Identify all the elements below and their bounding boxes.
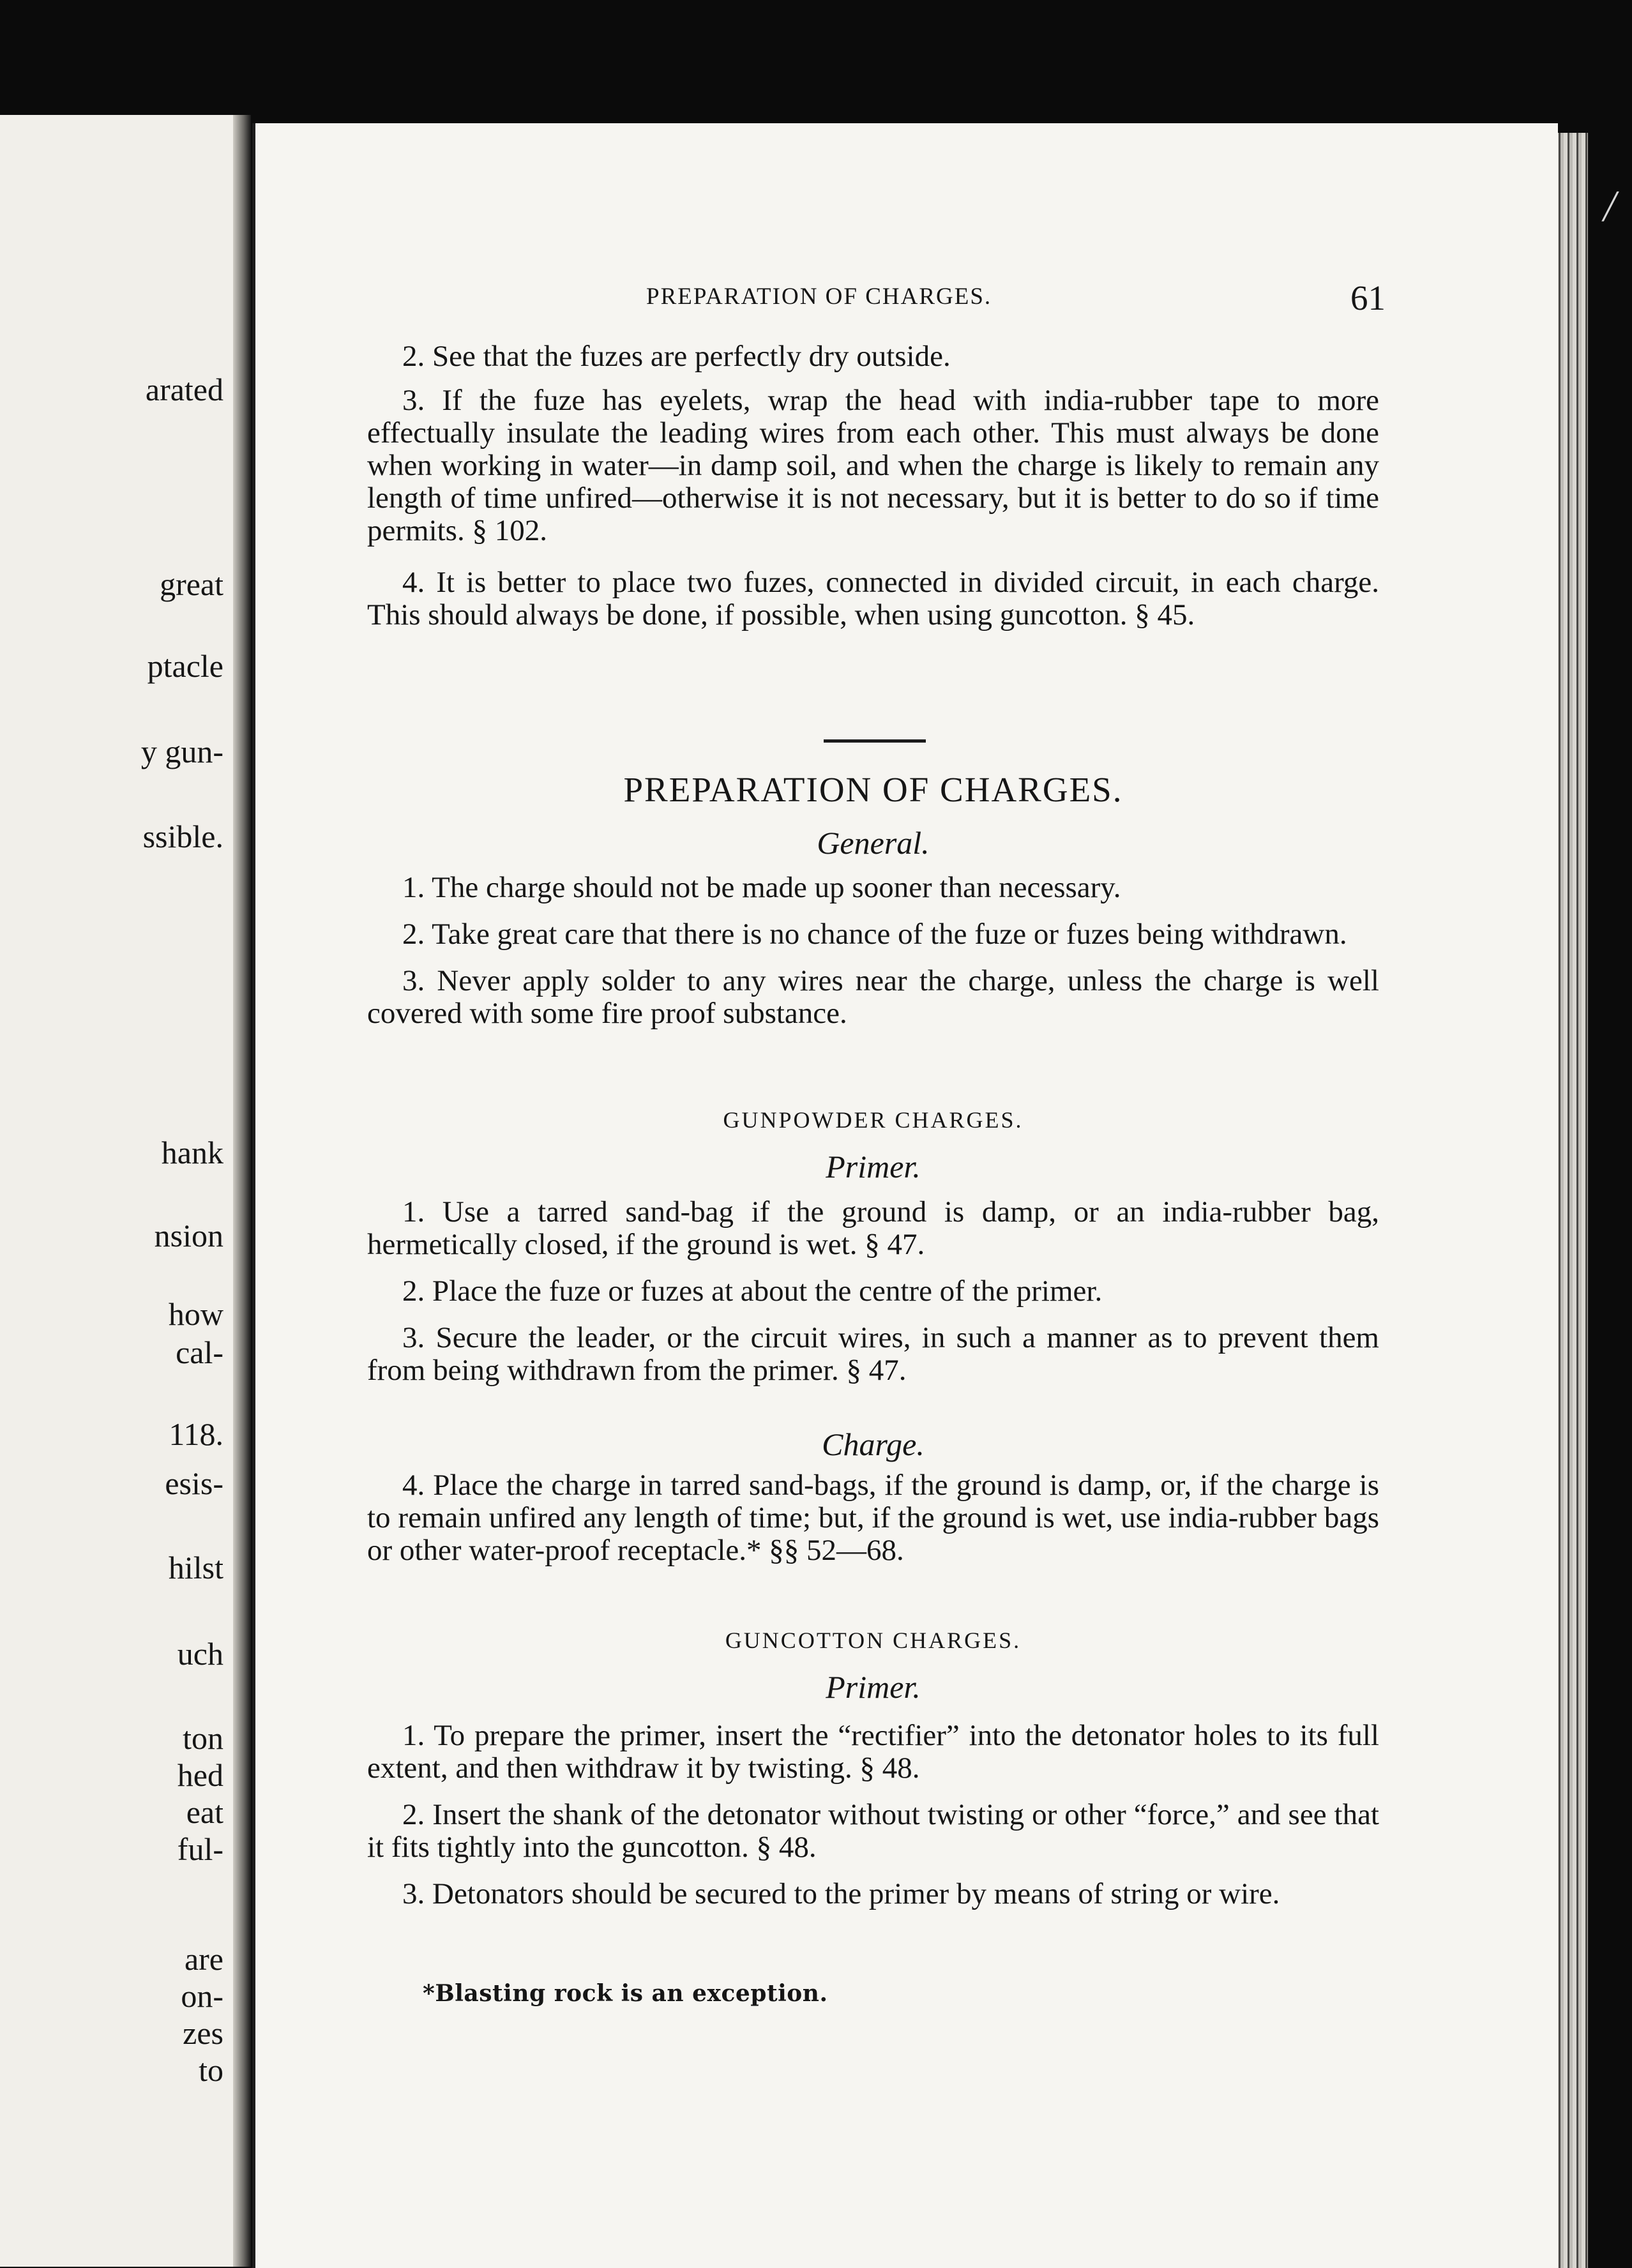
list-item: 2. See that the fuzes are perfectly dry outside. <box>402 340 951 373</box>
list-item: 3. If the fuze has eyelets, wrap the head with india-rubber tape to more effectually insulate the leading wires from each other. This must always be done when working in water—in damp soil, and when the charge is likely to remain any length of time unfired—otherwise it is not necessary, but it is better to do so if time permits. § 102. <box>367 384 1379 547</box>
book-gutter <box>233 115 251 2267</box>
left-fragment: on- <box>181 1978 223 2014</box>
page-edges <box>1555 133 1588 2268</box>
subheading-charge: Charge. <box>822 1426 925 1462</box>
list-item: 2. Place the fuze or fuzes at about the centre of the primer. <box>402 1274 1103 1308</box>
left-fragment: cal- <box>176 1334 223 1370</box>
footnote: *Blasting rock is an exception. <box>423 1980 828 2007</box>
book-page <box>252 123 1558 2268</box>
list-item: 2. Take great care that there is no chance of the fuze or fuzes being withdrawn. <box>402 918 1347 951</box>
left-fragment: y gun- <box>140 734 223 769</box>
list-item: 1. To prepare the primer, insert the “rectifier” into the detonator holes to its full extent, and then withdraw it by twisting. § 48. <box>367 1719 1379 1785</box>
left-fragment: hilst <box>168 1550 223 1585</box>
left-fragment: ptacle <box>147 648 223 684</box>
general-list <box>367 872 1379 1030</box>
left-fragment: ssible. <box>142 819 223 854</box>
list-item: 1. Use a tarred sand-bag if the ground is damp, or an india-rubber bag, hermetically closed, if the ground is wet. § 47. <box>367 1195 1379 1261</box>
gunpowder-primer-list <box>367 1196 1379 1387</box>
section-title: PREPARATION OF CHARGES. <box>623 770 1123 809</box>
left-fragment: ful- <box>177 1831 223 1867</box>
left-fragment: 118. <box>169 1416 223 1452</box>
list-item: 3. Detonators should be secured to the primer by means of string or wire. <box>402 1877 1280 1910</box>
list-item: 4. Place the charge in tarred sand-bags, if the ground is damp, or, if the charge is to remain unfired any length of time; but, if the ground is wet, use india-rubber bags or other water-proof receptacle.* §§ 52—68. <box>367 1469 1379 1567</box>
section-divider <box>824 739 926 743</box>
list-item: 4. It is better to place two fuzes, connected in divided circuit, in each charge. This should always be done, if possible, when using guncotton. § 45. <box>367 566 1379 631</box>
left-fragment: eat <box>186 1794 223 1830</box>
left-fragment: nsion <box>154 1218 223 1253</box>
subheading-general: General. <box>817 825 930 861</box>
left-fragment: to <box>199 2052 223 2088</box>
scan-artifact: ╱ <box>1603 192 1619 221</box>
left-fragment: uch <box>177 1636 223 1672</box>
guncotton-heading: GUNCOTTON CHARGES. <box>725 1628 1022 1653</box>
top-list <box>367 340 1379 631</box>
running-header: PREPARATION OF CHARGES. <box>646 284 992 310</box>
guncotton-primer-list <box>367 1720 1379 1910</box>
list-item: 3. Secure the leader, or the circuit wires, in such a manner as to prevent them from being withdrawn from the primer. § 47. <box>367 1321 1379 1387</box>
left-fragment: arated <box>145 372 223 407</box>
page-number: 61 <box>1350 278 1386 317</box>
left-fragment: zes <box>183 2015 223 2051</box>
subheading-primer: Primer. <box>826 1149 921 1184</box>
list-item: 1. The charge should not be made up sooner than necessary. <box>402 871 1121 904</box>
list-item: 2. Insert the shank of the detonator without twisting or other “force,” and see that it fits tightly into the guncotton. § 48. <box>367 1798 1379 1864</box>
gunpowder-heading: GUNPOWDER CHARGES. <box>723 1107 1024 1133</box>
left-fragment: hed <box>177 1757 223 1793</box>
left-facing-page <box>0 115 243 2267</box>
left-fragment: ton <box>183 1720 223 1756</box>
left-fragment: are <box>184 1941 223 1977</box>
left-fragment: hank <box>161 1135 223 1170</box>
left-fragment: esis- <box>165 1465 223 1501</box>
gunpowder-charge-list <box>367 1469 1379 1567</box>
subheading-primer: Primer. <box>826 1669 921 1705</box>
left-fragment: great <box>160 566 223 602</box>
list-item: 3. Never apply solder to any wires near the charge, unless the charge is well covered with some fire proof substance. <box>367 964 1379 1030</box>
left-fragment: how <box>168 1296 223 1332</box>
